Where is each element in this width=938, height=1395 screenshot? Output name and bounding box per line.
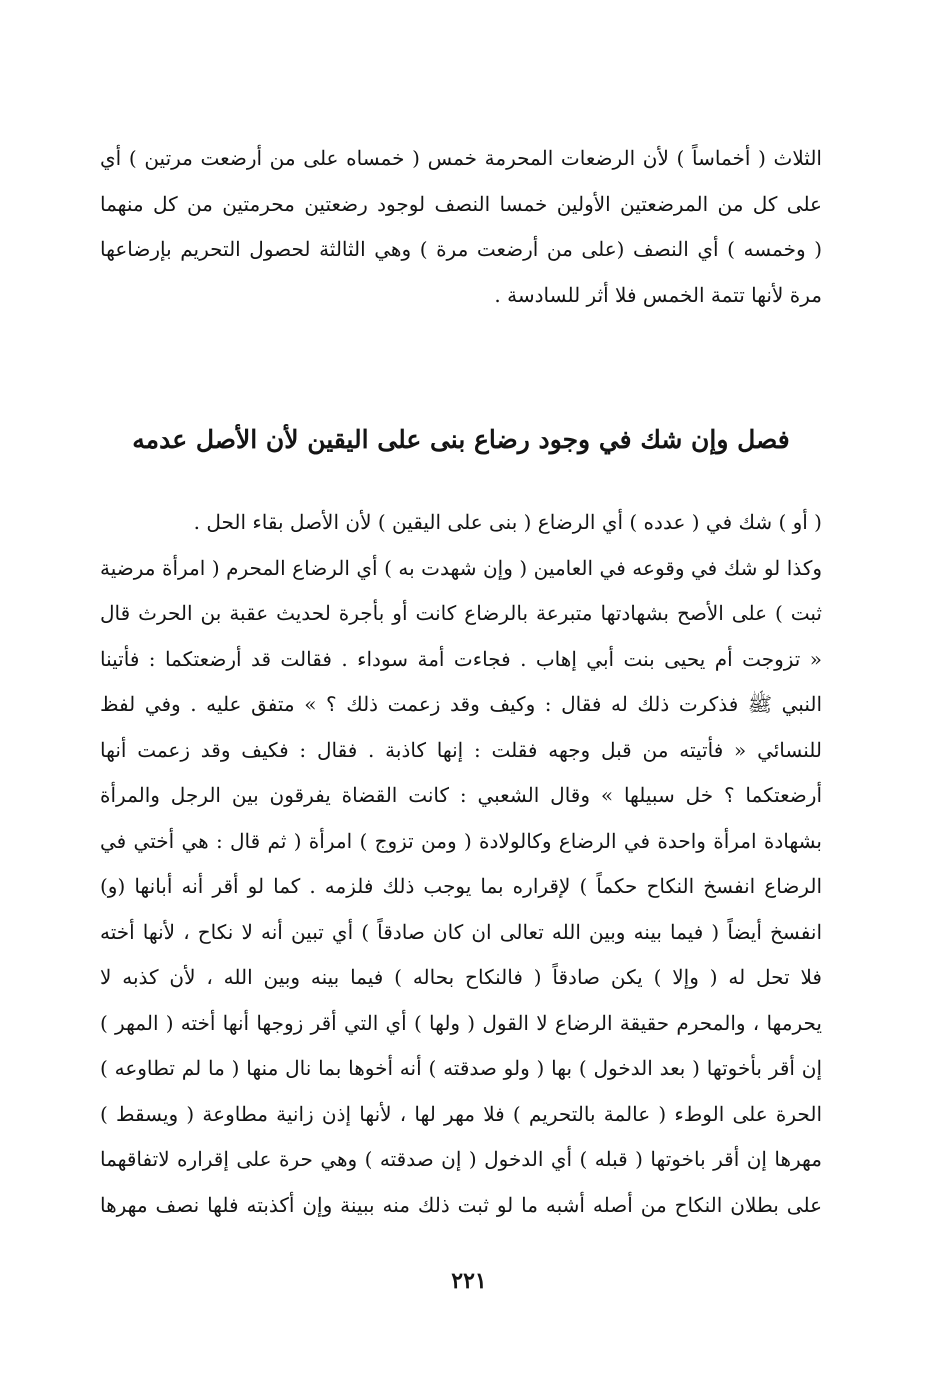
text-line: ( أو ) شك في ( عدده ) أي الرضاع ( بنى على اليقين ) لأن الأصل بقاء الحل . [193, 510, 822, 534]
section-heading: فصل وإن شك في وجود رضاع بنى على اليقين لأن الأصل عدمه [132, 425, 790, 454]
text-line: الرضاع انفسخ النكاح حكماً ) لإقراره بما يوجب ذلك فلزمه . كما لو أقر أنه أبانها (و) [100, 874, 822, 898]
text-line: أرضعتكما ؟ خل سبيلها » وقال الشعبي : كانت القضاة يفرقون بين الرجل والمرأة [100, 783, 822, 807]
text-line: على كل من المرضعتين الأولين خمسا النصف لوجود رضعتين محرمتين من كل منهما [100, 191, 822, 216]
text-line: وكذا لو شك في وقوعه في العامين ( وإن شهدت به ) أي الرضاع المحرم ( امرأة مرضية [100, 555, 822, 580]
text-line: مرة لأنها تتمة الخمس فلا أثر للسادسة . [494, 282, 822, 307]
text-line: فلا تحل له ( وإلا ) يكن صادقاً ( فالنكاح بحاله ) فيما بينه وبين الله ، لأن كذبه لا [100, 965, 822, 989]
text-line: الحرة على الوطء ( عالمة بالتحريم ) فلا مهر لها ، لأنها إذن زانية مطاوعة ( ويسقط ) [100, 1101, 822, 1126]
text-line: النبي ﷺ فذكرت ذلك له فقال : وكيف وقد زعمت ذلك ؟ » متفق عليه . وفي لفظ [100, 692, 822, 716]
text-line: ( وخمسه ) أي النصف (على من أرضعت مرة ) وهي الثالثة لحصول التحريم بإرضاعها [100, 237, 822, 261]
text-line: للنسائي « فأتيته من قبل وجهه فقلت : إنها كاذبة . فقال : فكيف وقد زعمت أنها [100, 737, 822, 762]
text-line: مهرها إن أقر باخوتها ( قبله ) أي الدخول ( إن صدقته ) وهي حرة على إقراره لاتفاقهما [100, 1147, 822, 1171]
text-line: الثلاث ( أخماساً ) لأن الرضعات المحرمة خمس ( خمساه على من أرضعت مرتين ) أي [100, 146, 822, 170]
text-line: على بطلان النكاح من أصله أشبه ما لو ثبت ذلك منه ببينة وإن أكذبته فلها نصف مهرها [100, 1192, 822, 1217]
text-line: « تزوجت أم يحيى بنت أبي إهاب . فجاءت أمة سوداء . فقالت قد أرضعتكما : فأتينا [100, 646, 822, 671]
text-line: بشهادة امرأة واحدة في الرضاع وكالولادة ( ومن تزوج ) امرأة ( ثم قال : هي أختي في [100, 828, 822, 853]
text-line: ثبت ) على الأصح بشهادتها متبرعة بالرضاع كانت أو بأجرة لحديث عقبة بن الحرث قال [100, 601, 822, 625]
text-line: انفسخ أيضاً ( فيما بينه وبين الله تعالى ان كان صادقاً ) أي تبين أنه لا نكاح ، لأنها أخته [100, 919, 822, 944]
text-line: إن أقر بأخوتها ( بعد الدخول ) بها ( ولو صدقته ) أنه أخوها بما نال منها ( ما لم تطاوعه ) [100, 1056, 822, 1080]
text-line: يحرمها ، والمحرم حقيقة الرضاع لا القول ( ولها ) أي التي أقر زوجها أنها أخته ( المهر ) [100, 1010, 822, 1035]
paragraph-2 [100, 500, 822, 1228]
paragraph-1 [100, 136, 822, 318]
page-number: ٢٢١ [451, 1268, 487, 1294]
